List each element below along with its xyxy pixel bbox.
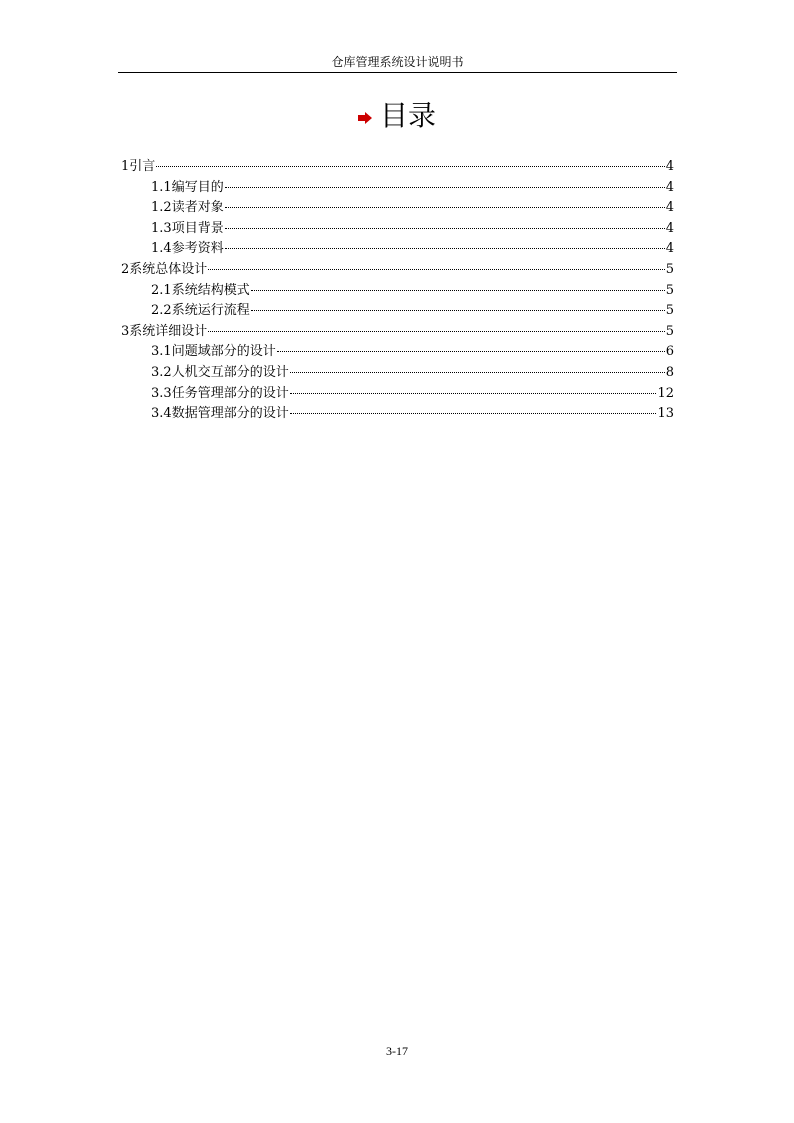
toc-entry-label: 系统详细设计 — [129, 323, 208, 339]
toc-entry-label: 读者对象 — [171, 200, 224, 216]
toc-entry[interactable] — [121, 260, 674, 281]
toc-dot-leader — [290, 372, 665, 373]
page-footer — [0, 1044, 794, 1059]
toc-entry[interactable] — [121, 342, 674, 363]
toc-entry[interactable] — [121, 239, 674, 260]
toc-entry-page: 12 — [657, 385, 674, 401]
toc-entry-number: 3 — [121, 323, 130, 339]
page-number: 3-17 — [386, 1044, 408, 1058]
toc-dot-leader — [208, 269, 664, 270]
toc-entry-label: 问题域部分的设计 — [171, 344, 276, 360]
page-header — [118, 54, 677, 73]
toc-entry-page: 5 — [665, 323, 674, 339]
toc-entry-label: 参考资料 — [171, 241, 224, 257]
toc-dot-leader — [225, 228, 665, 229]
toc-entry[interactable] — [121, 219, 674, 240]
toc-entry[interactable] — [121, 178, 674, 199]
toc-entry-page: 4 — [665, 241, 674, 257]
toc-dot-leader — [156, 166, 664, 167]
toc-entry[interactable] — [121, 281, 674, 302]
toc-dot-leader — [225, 207, 665, 208]
toc-dot-leader — [225, 248, 665, 249]
toc-entry-number: 1.3 — [151, 220, 172, 236]
toc-entry-page: 5 — [665, 261, 674, 277]
toc-entry[interactable] — [121, 198, 674, 219]
toc-entry-label: 人机交互部分的设计 — [171, 364, 289, 380]
toc-dot-leader — [290, 413, 657, 414]
toc-entry-number: 3.2 — [151, 364, 172, 380]
toc-entry-label: 数据管理部分的设计 — [171, 406, 289, 422]
toc-dot-leader — [208, 331, 664, 332]
toc-entry-page: 4 — [665, 179, 674, 195]
toc-entry-page: 4 — [665, 159, 674, 174]
toc-entry[interactable] — [121, 157, 674, 178]
toc-entry-label: 系统总体设计 — [129, 261, 208, 277]
toc-entry[interactable] — [121, 363, 674, 384]
toc-entry-number: 1.4 — [151, 241, 172, 257]
toc-entry[interactable] — [121, 322, 674, 343]
toc-entry-number: 1 — [121, 159, 130, 174]
toc-entry-page: 13 — [657, 406, 674, 422]
toc-entry-number: 3.4 — [151, 406, 172, 422]
toc-dot-leader — [251, 290, 665, 291]
toc-dot-leader — [225, 187, 665, 188]
toc-entry-number: 3.1 — [151, 344, 172, 360]
arrow-right-icon — [358, 96, 372, 134]
table-of-contents — [121, 157, 674, 425]
toc-entry-number: 1.2 — [151, 200, 172, 216]
header-title: 仓库管理系统设计说明书 — [331, 55, 464, 69]
toc-entry-label: 任务管理部分的设计 — [171, 385, 289, 401]
toc-entry-number: 2.2 — [151, 303, 172, 319]
toc-entry-label: 系统运行流程 — [171, 303, 250, 319]
toc-entry-label: 引言 — [129, 159, 156, 174]
toc-entry-page: 5 — [665, 303, 674, 319]
toc-entry[interactable] — [121, 384, 674, 405]
toc-dot-leader — [290, 393, 657, 394]
toc-entry-page: 8 — [665, 364, 674, 380]
toc-entry-page: 4 — [665, 200, 674, 216]
toc-entry[interactable] — [121, 404, 674, 425]
toc-entry-number: 2 — [121, 261, 130, 277]
toc-entry-number: 1.1 — [151, 179, 172, 195]
toc-dot-leader — [251, 310, 665, 311]
toc-entry[interactable] — [121, 301, 674, 322]
toc-title-text: 目录 — [379, 99, 436, 132]
toc-entry-page: 4 — [665, 220, 674, 236]
toc-title — [0, 97, 794, 135]
toc-entry-page: 5 — [665, 282, 674, 298]
toc-entry-label: 编写目的 — [171, 179, 224, 195]
toc-entry-label: 系统结构模式 — [171, 282, 250, 298]
toc-entry-label: 项目背景 — [171, 220, 224, 236]
toc-entry-number: 3.3 — [151, 385, 172, 401]
toc-entry-page: 6 — [665, 344, 674, 360]
toc-entry-number: 2.1 — [151, 282, 172, 298]
toc-dot-leader — [277, 351, 665, 352]
